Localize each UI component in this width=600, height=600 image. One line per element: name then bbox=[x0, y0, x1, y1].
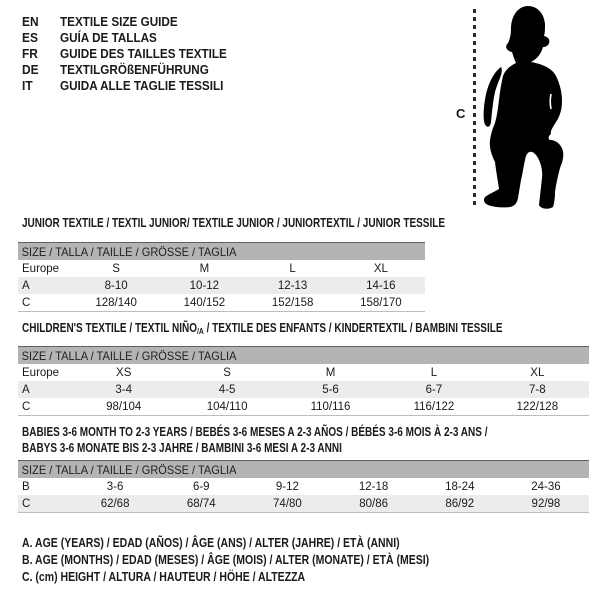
size-cell: 92/98 bbox=[531, 497, 561, 510]
size-cell: 116/122 bbox=[413, 400, 455, 413]
section-title-line bbox=[22, 441, 487, 457]
table-row bbox=[18, 294, 425, 311]
table-header-text: SIZE / TALLA / TAILLE / GRÖSSE / TAGLIA bbox=[21, 348, 237, 363]
size-cell: 10-12 bbox=[189, 279, 220, 292]
section-title-line bbox=[22, 216, 445, 232]
size-cell: 62/68 bbox=[100, 497, 130, 510]
size-cell: 86/92 bbox=[445, 497, 475, 510]
size-cell: 14-16 bbox=[366, 279, 396, 292]
size-cell: 3-6 bbox=[106, 480, 124, 493]
size-cell: M bbox=[199, 262, 210, 275]
size-cell: M bbox=[325, 366, 336, 379]
size-cell: 140/152 bbox=[183, 296, 226, 309]
size-cell: 7-8 bbox=[529, 383, 546, 396]
language-row bbox=[22, 14, 245, 30]
size-cell: 110/116 bbox=[310, 400, 351, 413]
table-header-bar bbox=[18, 460, 589, 478]
row-label: C bbox=[22, 400, 31, 413]
size-cell: XL bbox=[373, 262, 388, 275]
height-measure-label: C bbox=[456, 106, 466, 121]
toddler-silhouette-image bbox=[482, 4, 568, 210]
language-row bbox=[22, 46, 245, 62]
size-cell: 158/170 bbox=[360, 296, 402, 309]
title-text: BABIES 3-6 MONTH TO 2-3 YEARS / BEBÉS 3-6 MESES A 2-3 AÑOS / BÉBÉS 3-6 MOIS À 2-3 ANS / bbox=[22, 425, 488, 439]
children-section-title bbox=[22, 321, 600, 340]
table-header-bar bbox=[18, 346, 589, 364]
language-row bbox=[22, 30, 245, 46]
children-size-table bbox=[18, 346, 589, 416]
size-cell: L bbox=[289, 262, 296, 275]
size-cell: 80/86 bbox=[359, 497, 388, 510]
title-text: JUNIOR TEXTILE / TEXTIL JUNIOR/ TEXTILE JUNIOR / JUNIORTEXTIL / JUNIOR TESSILE bbox=[22, 216, 446, 230]
measure-legend-notes bbox=[22, 535, 507, 586]
table-row bbox=[18, 381, 589, 398]
table-header-bar bbox=[18, 242, 425, 260]
size-cell: S bbox=[223, 366, 231, 379]
language-code: DE bbox=[22, 62, 39, 77]
size-cell: XL bbox=[530, 366, 545, 379]
row-label: Europe bbox=[22, 262, 60, 275]
language-row bbox=[22, 62, 245, 78]
language-guide-title: TEXTILE SIZE GUIDE bbox=[60, 14, 178, 29]
size-cell: 128/140 bbox=[95, 296, 137, 309]
size-cell: 122/128 bbox=[516, 400, 559, 413]
size-cell: S bbox=[112, 262, 120, 275]
size-cell: 152/158 bbox=[271, 296, 314, 309]
legend-note: B. AGE (MONTHS) / EDAD (MESES) / ÂGE (MOIS) / ALTER (MONATE) / ETÀ (MESI) bbox=[22, 553, 430, 567]
row-label: A bbox=[22, 383, 30, 396]
table-row bbox=[18, 478, 589, 495]
language-row bbox=[22, 78, 245, 94]
size-cell: 18-24 bbox=[445, 480, 475, 493]
title-text: / TEXTILE DES ENFANTS / KINDERTEXTIL / BAMBINI TESSILE bbox=[203, 321, 503, 335]
section-title-line bbox=[22, 425, 487, 441]
size-cell: 5-6 bbox=[322, 383, 339, 396]
size-cell: 12-13 bbox=[277, 279, 308, 292]
table-row bbox=[18, 398, 589, 415]
legend-note: C. (cm) HEIGHT / ALTURA / HAUTEUR / HÖHE / ALTEZZA bbox=[22, 570, 306, 584]
size-cell: L bbox=[430, 366, 438, 379]
language-code: IT bbox=[22, 78, 33, 93]
row-label: C bbox=[22, 296, 31, 309]
table-header-text: SIZE / TALLA / TAILLE / GRÖSSE / TAGLIA bbox=[21, 462, 237, 477]
language-guide-title: TEXTILGRÖßENFÜHRUNG bbox=[60, 62, 209, 77]
legend-note: A. AGE (YEARS) / EDAD (AÑOS) / ÂGE (ANS) / ALTER (JAHRE) / ETÀ (ANNI) bbox=[22, 536, 400, 550]
junior-size-table bbox=[18, 242, 425, 312]
row-label: B bbox=[22, 480, 30, 493]
language-code: EN bbox=[22, 14, 39, 29]
babies-section-title bbox=[22, 425, 600, 456]
size-cell: 68/74 bbox=[186, 497, 216, 510]
size-cell: 8-10 bbox=[104, 279, 128, 292]
size-cell: 12-18 bbox=[358, 480, 389, 493]
size-cell: 24-36 bbox=[531, 480, 561, 493]
table-row bbox=[18, 495, 589, 512]
subscript-text: /A bbox=[196, 326, 204, 336]
language-guide-title: GUÍA DE TALLAS bbox=[60, 30, 157, 45]
size-cell: XS bbox=[116, 366, 132, 379]
size-cell: 98/104 bbox=[106, 400, 142, 413]
language-code: FR bbox=[22, 46, 38, 61]
size-cell: 6-7 bbox=[425, 383, 443, 396]
size-cell: 74/80 bbox=[273, 497, 302, 510]
language-guide-title: GUIDA ALLE TAGLIE TESSILI bbox=[60, 78, 224, 93]
title-text: BABYS 3-6 MONATE BIS 2-3 JAHRE / BAMBINI 3-6 MESI A 2-3 ANNI bbox=[22, 440, 342, 455]
size-cell: 9-12 bbox=[275, 480, 299, 493]
table-row bbox=[18, 260, 425, 277]
row-label: A bbox=[22, 279, 30, 292]
size-cell: 4-5 bbox=[218, 383, 236, 396]
size-cell: 3-4 bbox=[115, 383, 133, 396]
height-measure-dashed-line bbox=[473, 9, 476, 208]
babies-size-table bbox=[18, 460, 589, 513]
junior-section-title bbox=[22, 216, 551, 232]
table-row bbox=[18, 364, 589, 381]
language-guide-title: GUIDE DES TAILLES TEXTILE bbox=[60, 46, 227, 61]
row-label: C bbox=[22, 497, 31, 510]
language-guide-block bbox=[22, 14, 245, 94]
silhouette-right-arm-gap bbox=[550, 94, 551, 109]
row-label: Europe bbox=[22, 366, 60, 379]
title-text: CHILDREN'S TEXTILE / TEXTIL NIÑO bbox=[22, 321, 197, 335]
size-cell: 104/110 bbox=[206, 400, 248, 413]
size-cell: 6-9 bbox=[192, 480, 210, 493]
language-code: ES bbox=[22, 30, 38, 45]
table-row bbox=[18, 277, 425, 294]
section-title-line bbox=[22, 321, 503, 340]
table-header-text: SIZE / TALLA / TAILLE / GRÖSSE / TAGLIA bbox=[21, 244, 237, 259]
